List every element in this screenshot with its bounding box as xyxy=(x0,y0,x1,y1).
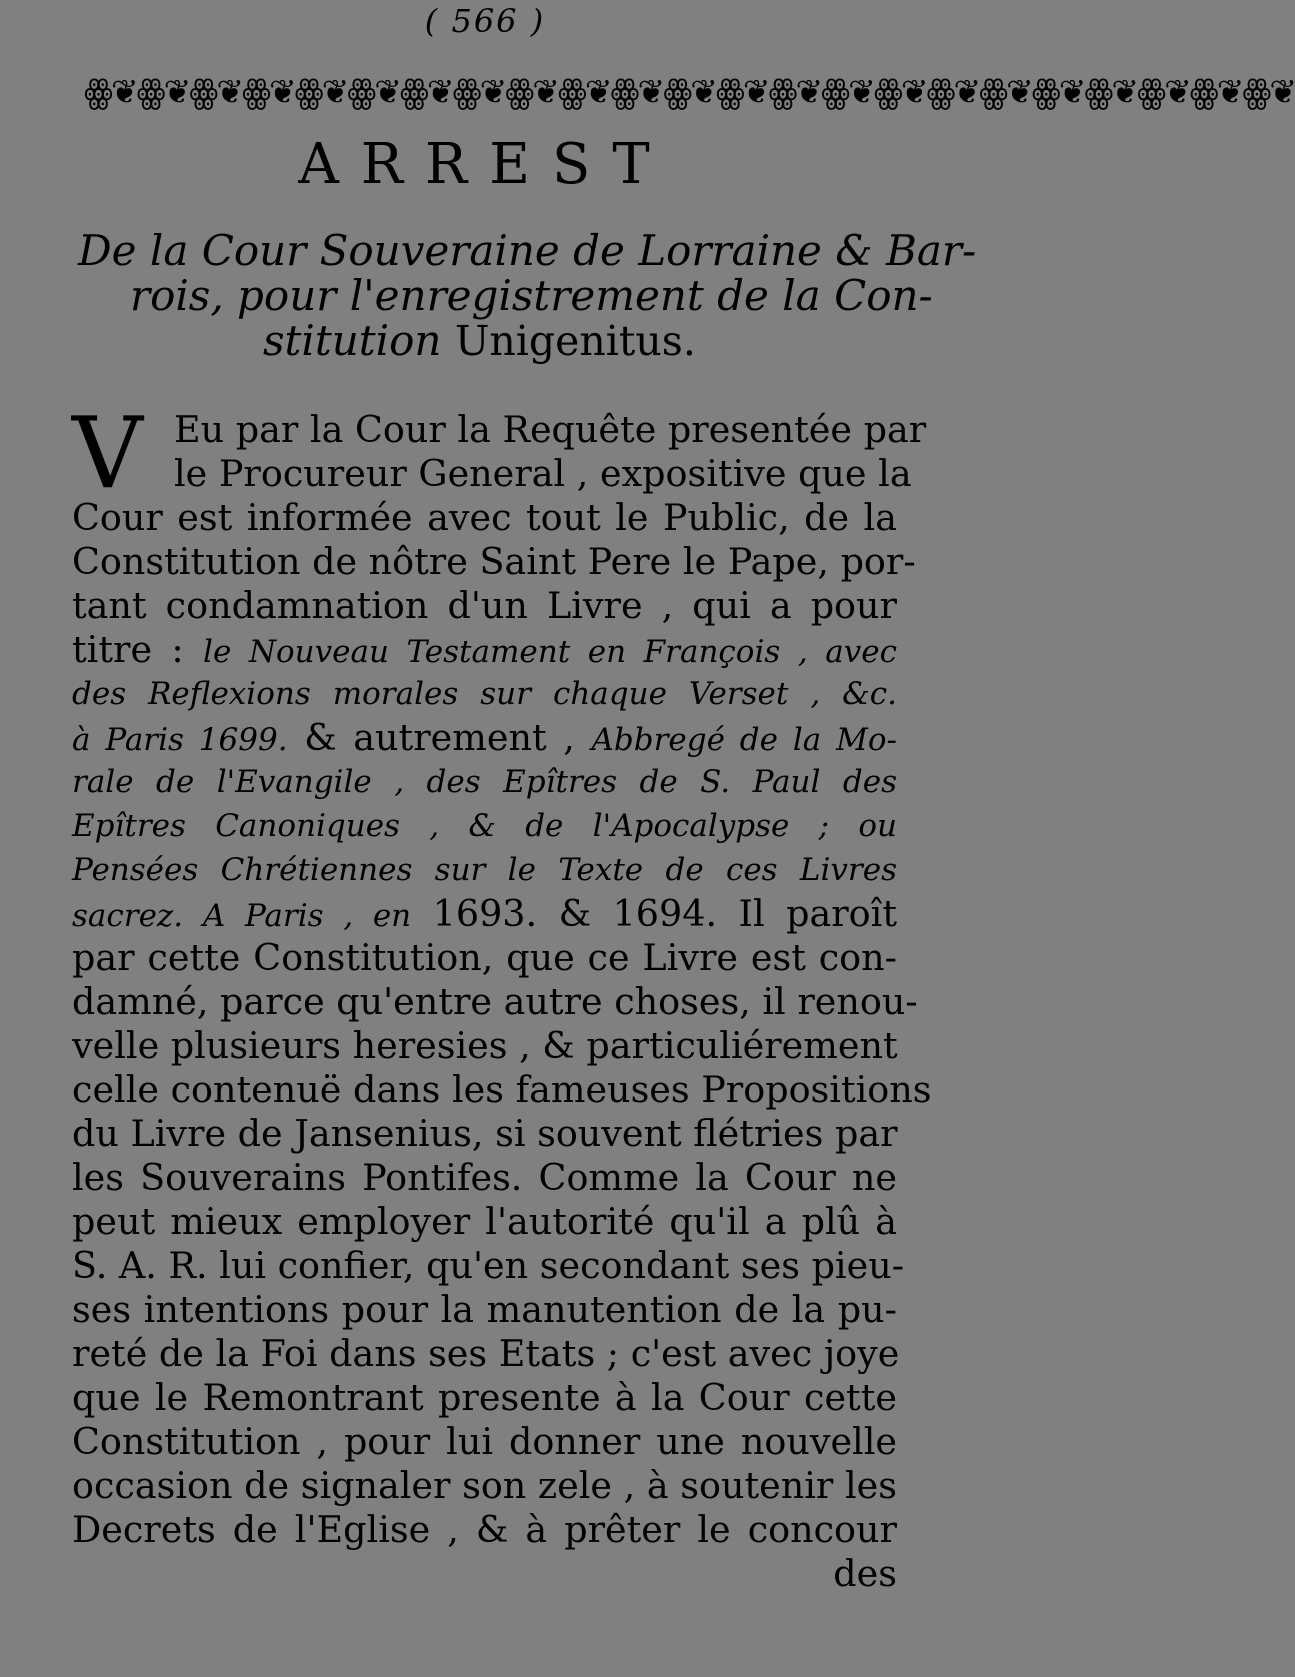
text-line: S. A. R. lui confier, qu'en secondant ses pieu- xyxy=(72,1244,905,1287)
text-line xyxy=(72,628,897,672)
text-fragment: & autrement , xyxy=(304,716,575,759)
text-line: Decrets de l'Eglise , & à prêter le concour xyxy=(72,1508,897,1551)
page-number: ( 566 ) xyxy=(424,2,546,40)
text-line: par cette Constitution, que ce Livre est con- xyxy=(72,936,897,979)
text-line: Constitution de nôtre Saint Pere le Pape, por- xyxy=(72,540,916,583)
text-line: que le Remontrant presente à la Cour cette xyxy=(72,1376,897,1419)
text-line xyxy=(72,892,897,936)
body-text xyxy=(72,397,932,1596)
text-line: Pensées Chrétiennes sur le Texte de ces Livres xyxy=(72,852,897,888)
text-line: damné, parce qu'entre autre choses, il renou- xyxy=(72,980,918,1023)
subtitle-italic-word: stitution xyxy=(263,316,442,365)
text-line xyxy=(72,716,897,760)
text-line: occasion de signaler son zele , à soutenir les xyxy=(72,1464,897,1507)
subtitle-line xyxy=(78,318,898,364)
subtitle-line: De la Cour Souveraine de Lorraine & Bar- xyxy=(78,226,977,275)
page-title: ARREST xyxy=(298,132,672,197)
text-line: velle plusieurs heresies , & particuliérement xyxy=(72,1024,898,1067)
text-line: Eu par la Cour la Requête presentée par xyxy=(174,408,927,451)
text-line: Constitution , pour lui donner une nouvelle xyxy=(72,1420,897,1463)
text-line: du Livre de Jansenius, si souvent flétries par xyxy=(72,1112,898,1155)
text-line: rale de l'Evangile , des Epîtres de S. Paul des xyxy=(72,764,897,800)
subtitle xyxy=(78,226,977,365)
text-line: les Souverains Pontifes. Comme la Cour ne xyxy=(72,1156,897,1199)
text-line: tant condamnation d'un Livre , qui a pour xyxy=(72,584,897,627)
text-line: des Reflexions morales sur chaque Verset , &c. xyxy=(72,676,897,712)
text-line: reté de la Foi dans ses Etats ; c'est avec joye xyxy=(72,1332,900,1375)
ornamental-band: ꙮ❦ꙮ❦ꙮ❦ꙮ❦ꙮ❦ꙮ❦ꙮ❦ꙮ❦ꙮ❦ꙮ❦ꙮ❦ꙮ❦ꙮ❦ꙮ❦ꙮ❦ꙮ❦ꙮ❦ꙮ❦ꙮ❦ꙮ❦ꙮ❦ꙮ❦ꙮ❦ xyxy=(84,72,1295,111)
text-line: Epîtres Canoniques , & de l'Apocalypse ; ou xyxy=(72,808,897,844)
text-fragment: 1693. & 1694. Il paroît xyxy=(432,892,897,935)
italic-fragment: Abbregé de la Mo- xyxy=(591,722,898,758)
italic-fragment: à Paris 1699. xyxy=(72,722,288,758)
text-line: le Procureur General , expositive que la xyxy=(174,452,912,495)
catchword: des xyxy=(833,1552,897,1595)
drop-cap: V xyxy=(72,397,143,511)
italic-fragment: le Nouveau Testament en François , avec xyxy=(203,634,897,670)
text-line: celle contenuë dans les fameuses Propositions xyxy=(72,1068,932,1111)
subtitle-line: rois, pour l'enregistrement de la Con- xyxy=(130,271,933,320)
text-fragment: titre : xyxy=(72,628,184,671)
subtitle-upright-word: Unigenitus. xyxy=(454,317,696,365)
italic-fragment: sacrez. A Paris , en xyxy=(72,898,412,934)
text-line: Cour est informée avec tout le Public, de la xyxy=(72,496,897,539)
text-line: ses intentions pour la manutention de la pu- xyxy=(72,1288,897,1331)
text-line: peut mieux employer l'autorité qu'il a plû à xyxy=(72,1200,897,1243)
